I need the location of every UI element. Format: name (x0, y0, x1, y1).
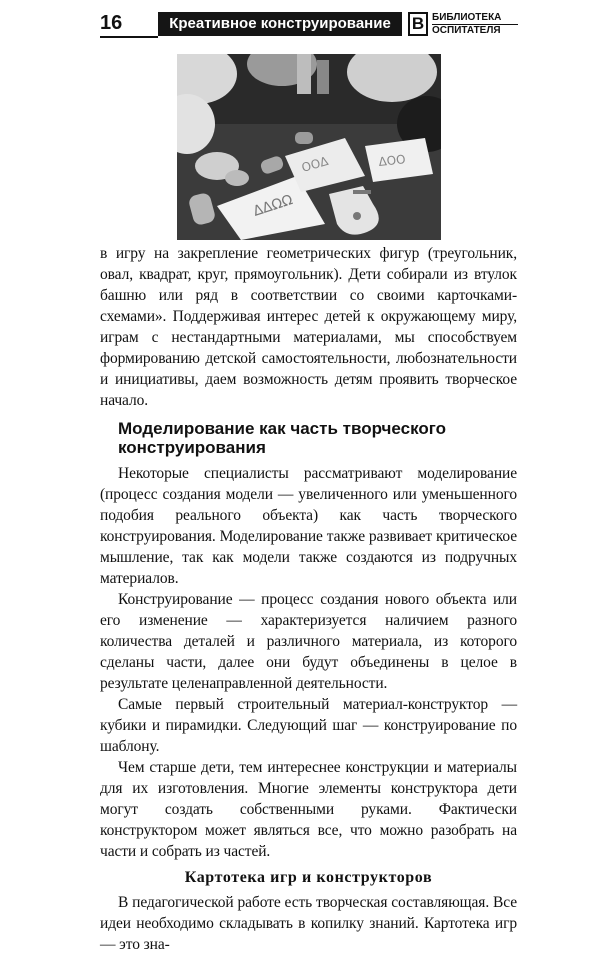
series-letter-box: В (408, 12, 428, 36)
series-name-line2: ОСПИТАТЕЛЯ (432, 24, 518, 37)
svg-text:ΔOO: ΔOO (377, 152, 407, 169)
children-crafts-photo (177, 54, 441, 240)
series-name (432, 12, 518, 37)
series-name-line1: БИБЛИОТЕКА (432, 12, 502, 23)
svg-text:ΔΔΩΩ: ΔΔΩΩ (251, 192, 295, 220)
paragraph-1: в игру на закрепление геометрических фигур (треугольник, овал, квадрат, круг, прямоугольник). Дети собирали из втулок башню или ряд в соответствии со своими карточками-схемами». Поддерживая интерес детей к окружающему миру, играм с нестандартными материалами, мы способствуем формированию детской самостоятельности, любознательности и инициативы, даем возможность детям проявить творческое начало. (100, 245, 517, 409)
body-text (100, 243, 517, 955)
subheading-card-index: Картотека игр и конструкторов (184, 869, 433, 886)
paragraph-4: Самые первый строительный материал-конструктор — кубики и пирамидки. Следующий шаг — конструирование по шаблону. (100, 696, 517, 755)
page-header (100, 10, 517, 38)
paragraph-6: В педагогической работе есть творческая составляющая. Все идеи необходимо складывать в копилку знаний. Картотека игр — это зна- (100, 894, 517, 953)
paragraph-2: Некоторые специалисты рассматривают моделирование (процесс создания модели — увеличенного или уменьшенного подобия реального объекта) как часть творческого конструирования. Моделирование также развивает критическое мышление, так как модели также создаются из подручных материалов. (100, 465, 517, 587)
paragraph-5: Чем старше дети, тем интереснее конструкции и материалы для их изготовления. Многие элементы конструктора дети могут создать собственными руками. Фактически конструктором может являться все, что можно разобрать на части и собрать из частей. (100, 759, 517, 860)
section-heading-modeling: Моделирование как часть творческого конструирования (118, 419, 446, 457)
photo-illustration (177, 54, 441, 240)
svg-text:OOΔ: OOΔ (299, 153, 330, 175)
page-number: 16 (100, 10, 158, 38)
series-logo (408, 12, 518, 38)
section-title-bar: Креативное конструирование (158, 12, 402, 36)
paragraph-3: Конструирование — процесс создания нового объекта или его изменение — характеризуется наличием разного количества деталей и различного материала, из которого сделаны части, далее они будут объединены в целое в результате целенаправленной деятельности. (100, 591, 517, 692)
